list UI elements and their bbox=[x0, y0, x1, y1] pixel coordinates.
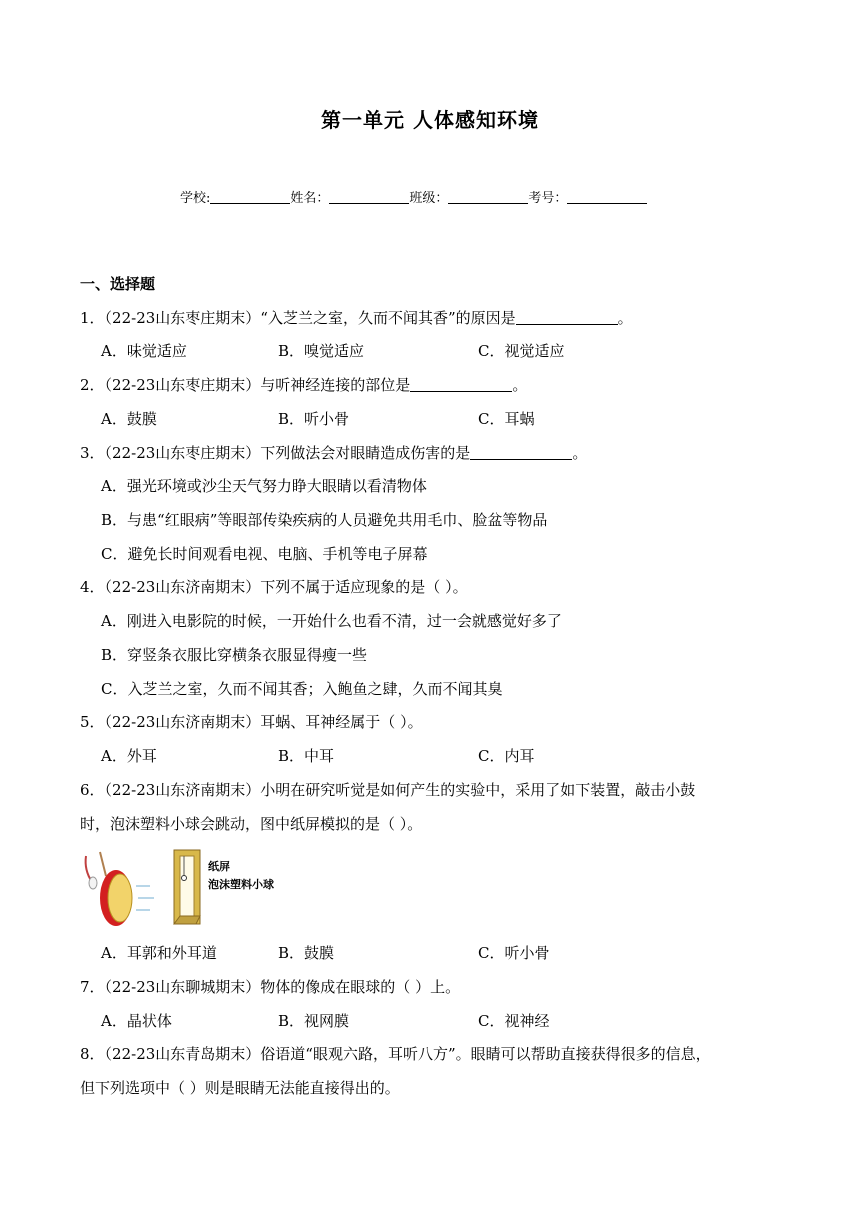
question-source: （22-23山东青岛期末） bbox=[104, 1045, 261, 1063]
option-b[interactable]: B．穿竖条衣服比穿横条衣服显得瘦一些 bbox=[101, 646, 368, 664]
question-8-line-2: 但下列选项中（ ）则是眼睛无法能直接得出的。 bbox=[80, 1079, 400, 1097]
school-blank[interactable] bbox=[210, 190, 290, 204]
question-text: 耳蜗、耳神经属于（ ）。 bbox=[260, 713, 423, 731]
answer-blank[interactable] bbox=[516, 310, 618, 325]
option-a[interactable]: A．刚进入电影院的时候，一开始什么也看不清，过一会就感觉好多了 bbox=[101, 612, 562, 630]
figure-label-screen: 纸屏 bbox=[208, 860, 230, 873]
question-end: 。 bbox=[572, 444, 588, 462]
question-number: 6． bbox=[80, 781, 105, 799]
name-blank[interactable] bbox=[329, 190, 409, 204]
question-text: 俗语道“眼观六路，耳听八方”。眼睛可以帮助直接获得很多的信息， bbox=[260, 1045, 711, 1063]
option-a[interactable]: A．味觉适应 bbox=[101, 342, 187, 360]
option-c[interactable]: C．视神经 bbox=[478, 1012, 550, 1030]
student-info-row bbox=[180, 187, 647, 206]
paper-screen-icon bbox=[174, 850, 200, 924]
option-c[interactable]: C．听小骨 bbox=[478, 944, 550, 962]
question-source: （22-23山东济南期末） bbox=[104, 713, 261, 731]
question-1 bbox=[80, 307, 633, 328]
question-text: 物体的像成在眼球的（ ）上。 bbox=[260, 978, 461, 996]
school-label: 学校: bbox=[180, 191, 211, 206]
option-b[interactable]: B．鼓膜 bbox=[278, 944, 335, 962]
question-number: 2． bbox=[80, 376, 105, 394]
page-title: 第一单元 人体感知环境 bbox=[321, 108, 539, 132]
option-b[interactable]: B．嗅觉适应 bbox=[278, 342, 365, 360]
answer-blank[interactable] bbox=[410, 377, 512, 392]
name-label: 姓名： bbox=[290, 191, 330, 206]
class-label: 班级： bbox=[409, 191, 449, 206]
option-b[interactable]: B．与患“红眼病”等眼部传染疾病的人员避免共用毛巾、脸盆等物品 bbox=[101, 511, 548, 529]
option-b[interactable]: B．中耳 bbox=[278, 747, 335, 765]
question-source: （22-23山东济南期末） bbox=[104, 781, 261, 799]
class-blank[interactable] bbox=[448, 190, 528, 204]
option-c[interactable]: C．入芝兰之室，久而不闻其香；入鲍鱼之肆，久而不闻其臭 bbox=[101, 680, 503, 698]
section-heading: 一、选择题 bbox=[80, 275, 156, 293]
question-number: 5． bbox=[80, 713, 105, 731]
exam-no-label: 考号： bbox=[528, 191, 568, 206]
option-c[interactable]: C．视觉适应 bbox=[478, 342, 565, 360]
question-number: 1． bbox=[80, 309, 105, 327]
question-8 bbox=[80, 1043, 711, 1064]
option-a[interactable]: A．晶状体 bbox=[101, 1012, 172, 1030]
option-c[interactable]: C．内耳 bbox=[478, 747, 535, 765]
question-text: 小明在研究听觉是如何产生的实验中，采用了如下装置，敲击小鼓 bbox=[260, 781, 696, 799]
question-4 bbox=[80, 576, 468, 597]
question-number: 7． bbox=[80, 978, 105, 996]
option-a[interactable]: A．强光环境或沙尘天气努力睁大眼睛以看清物体 bbox=[101, 477, 427, 495]
option-b[interactable]: B．视网膜 bbox=[278, 1012, 350, 1030]
answer-blank[interactable] bbox=[470, 445, 572, 460]
question-text: 与听神经连接的部位是 bbox=[260, 376, 411, 394]
question-end: 。 bbox=[617, 309, 633, 327]
option-b[interactable]: B．听小骨 bbox=[278, 410, 350, 428]
question-number: 8． bbox=[80, 1045, 105, 1063]
question-6 bbox=[80, 779, 695, 800]
drum-icon bbox=[100, 870, 154, 926]
question-7 bbox=[80, 976, 460, 997]
question-text: 下列不属于适应现象的是（ ）。 bbox=[260, 578, 468, 596]
question-3 bbox=[80, 442, 587, 463]
question-2 bbox=[80, 374, 527, 395]
option-a[interactable]: A．耳郭和外耳道 bbox=[101, 944, 217, 962]
question-number: 4． bbox=[80, 578, 105, 596]
question-source: （22-23山东聊城期末） bbox=[104, 978, 261, 996]
figure-label-ball: 泡沫塑料小球 bbox=[208, 878, 274, 891]
option-c[interactable]: C．避免长时间观看电视、电脑、手机等电子屏幕 bbox=[101, 545, 428, 563]
option-a[interactable]: A．鼓膜 bbox=[101, 410, 157, 428]
question-source: （22-23山东枣庄期末） bbox=[104, 376, 261, 394]
question-source: （22-23山东济南期末） bbox=[104, 578, 261, 596]
question-number: 3． bbox=[80, 444, 105, 462]
question-source: （22-23山东枣庄期末） bbox=[104, 444, 261, 462]
drum-experiment-figure bbox=[80, 846, 320, 930]
option-c[interactable]: C．耳蜗 bbox=[478, 410, 535, 428]
question-6-line-2: 时，泡沫塑料小球会跳动，图中纸屏模拟的是（ ）。 bbox=[80, 815, 423, 833]
question-source: （22-23山东枣庄期末） bbox=[104, 309, 261, 327]
question-end: 。 bbox=[512, 376, 528, 394]
question-5 bbox=[80, 711, 423, 732]
question-text: 下列做法会对眼睛造成伤害的是 bbox=[260, 444, 471, 462]
question-text: “入芝兰之室，久而不闻其香”的原因是 bbox=[260, 309, 516, 327]
option-a[interactable]: A．外耳 bbox=[101, 747, 157, 765]
exam-no-blank[interactable] bbox=[567, 190, 647, 204]
